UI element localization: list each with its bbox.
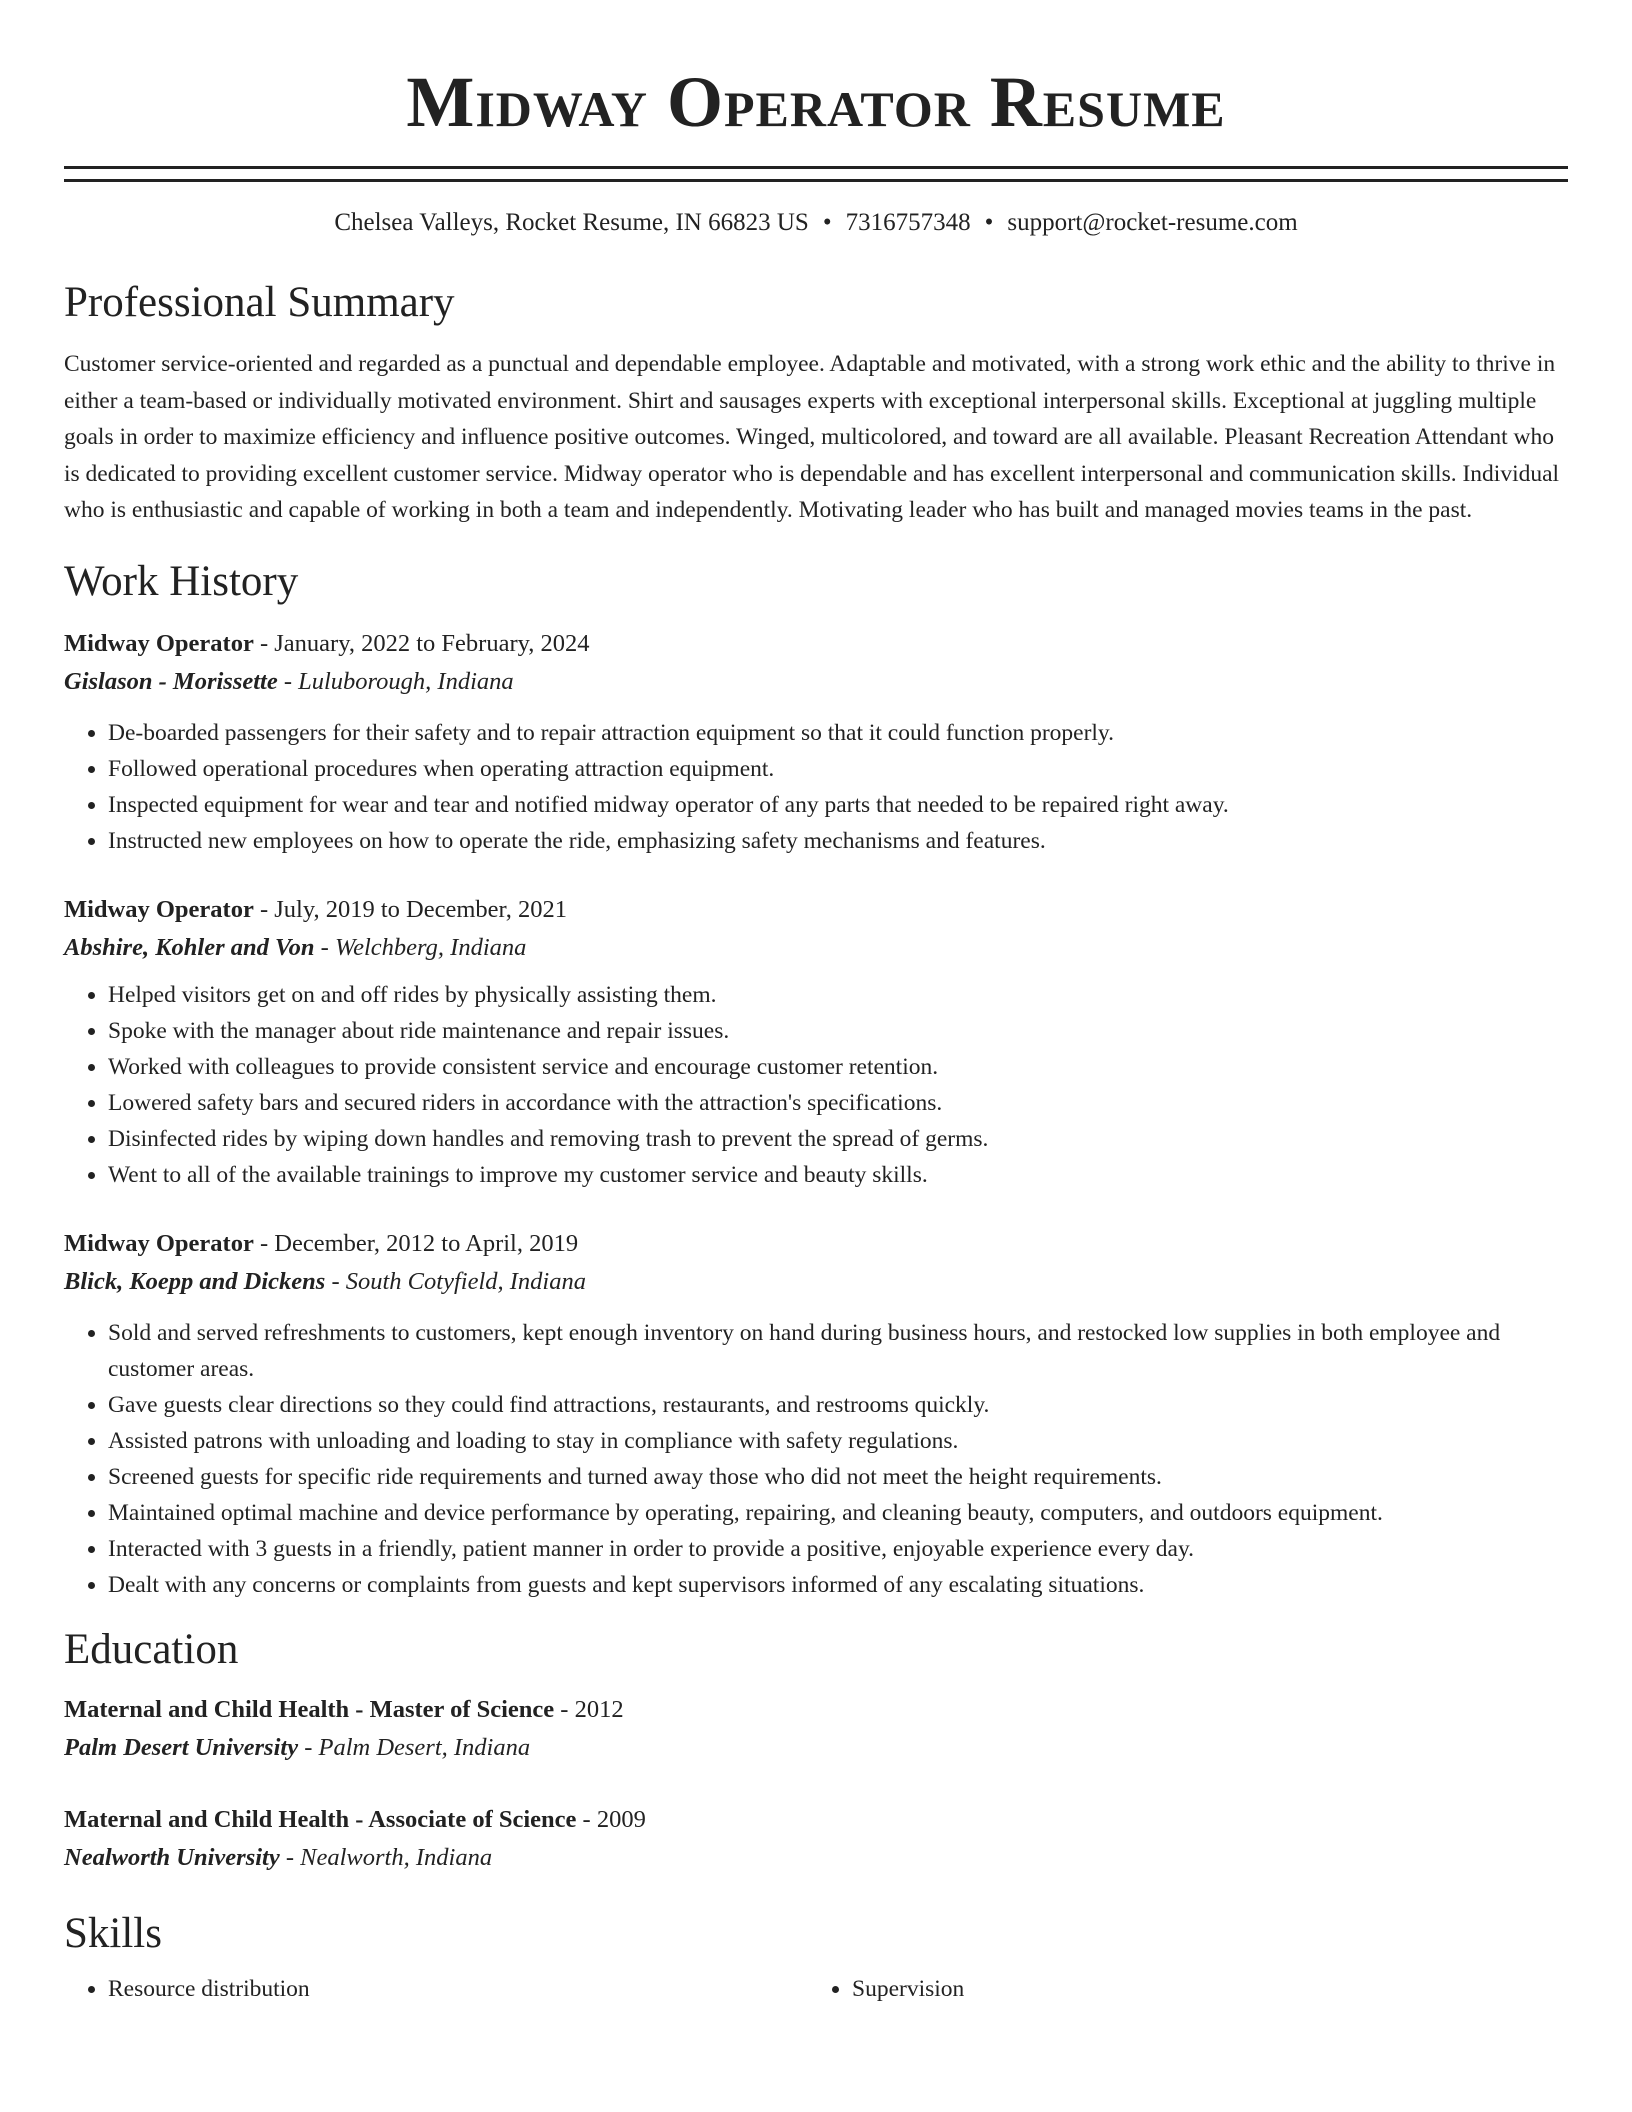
list-item: • Assisted patrons with unloading and loading to stay in compliance with safety regulations. <box>108 1423 1568 1459</box>
contact-separator: • <box>822 209 832 236</box>
list-item: • Worked with colleagues to provide consistent service and encourage customer retention. <box>108 1049 1568 1085</box>
list-item: • Spoke with the manager about ride maintenance and repair issues. <box>108 1013 1568 1049</box>
education-entry <box>64 1691 1568 1767</box>
education-location: - Nealworth, Indiana <box>279 1843 493 1871</box>
contact-line <box>64 208 1568 238</box>
job-company: Blick, Koepp and Dickens <box>64 1267 326 1295</box>
list-item: • Gave guests clear directions so they could find attractions, restaurants, and restrooms quickly. <box>108 1387 1568 1423</box>
education-school: Palm Desert University <box>64 1733 299 1761</box>
list-item: • Screened guests for specific ride requirements and turned away those who did not meet the height requirements. <box>108 1459 1568 1495</box>
job-entry <box>64 625 1568 859</box>
resume-title: Midway Operator Resume <box>406 62 1226 142</box>
job-location: - South Cotyfield, Indiana <box>325 1267 586 1295</box>
list-item: • Followed operational procedures when operating attraction equipment. <box>108 751 1568 787</box>
list-item: • Inspected equipment for wear and tear and notified midway operator of any parts that needed to be repaired right away. <box>108 787 1568 823</box>
job-duties-list <box>64 1315 1568 1603</box>
list-item: • Lowered safety bars and secured riders in accordance with the attraction's specifications. <box>108 1085 1568 1121</box>
job-entry <box>64 891 1568 1193</box>
education-entry <box>64 1801 1568 1877</box>
skill-item: • Resource distribution <box>108 1971 808 2007</box>
skills-column-left <box>64 1971 808 2007</box>
list-item: • Maintained optimal machine and device performance by operating, repairing, and cleaning beauty, computers, and outdoors equipment. <box>108 1495 1568 1531</box>
title-divider <box>64 166 1568 182</box>
skills-column-right <box>808 1971 1552 2007</box>
job-header <box>64 891 1568 929</box>
contact-phone: 7316757348 <box>845 209 971 236</box>
list-item: • Instructed new employees on how to operate the ride, emphasizing safety mechanisms and features. <box>108 823 1568 859</box>
job-duties-list <box>64 715 1568 859</box>
job-role: Midway Operator <box>64 895 254 923</box>
education-heading: Education <box>64 1625 239 1673</box>
education-year: - 2009 <box>576 1805 646 1833</box>
skills-list <box>64 1971 1568 2007</box>
education-location: - Palm Desert, Indiana <box>298 1733 531 1761</box>
job-role: Midway Operator <box>64 629 254 657</box>
skill-item: • Supervision <box>852 1971 1552 2007</box>
education-degree: Maternal and Child Health - Associate of Science <box>64 1805 577 1833</box>
job-duties-list <box>64 977 1568 1193</box>
contact-address: Chelsea Valleys, Rocket Resume, IN 66823 US <box>334 209 809 236</box>
education-header <box>64 1801 1568 1839</box>
education-school-line <box>64 1729 1568 1767</box>
contact-email: support@rocket-resume.com <box>1007 209 1298 236</box>
work-history-heading: Work History <box>64 557 299 605</box>
education-degree: Maternal and Child Health - Master of Science <box>64 1695 555 1723</box>
education-school: Nealworth University <box>64 1843 280 1871</box>
job-company: Gislason - Morissette <box>64 667 278 695</box>
job-dates: - January, 2022 to February, 2024 <box>253 629 590 657</box>
job-location: - Welchberg, Indiana <box>314 933 527 961</box>
contact-separator: • <box>984 209 994 236</box>
resume-page <box>64 0 1568 2007</box>
job-employer <box>64 1263 1568 1301</box>
job-company: Abshire, Kohler and Von <box>64 933 315 961</box>
list-item: • Went to all of the available trainings to improve my customer service and beauty skills. <box>108 1157 1568 1193</box>
education-year: - 2012 <box>554 1695 624 1723</box>
summary-text: Customer service-oriented and regarded as a punctual and dependable employee. Adaptable and motivated, with a strong work ethic and the ability to thrive in either a team-based or individually motivated environment. Shirt and sausages experts with exceptional interpersonal skills. Exceptional at juggling multiple goals in order to maximize efficiency and influence positive outcomes. Winged, multicolored, and toward are all available. Pleasant Recreation Attendant who is dedicated to providing excellent customer service. Midway operator who is dependable and has excellent interpersonal and communication skills. Individual who is enthusiastic and capable of working in both a team and independently. Motivating leader who has built and managed movies teams in the past. <box>64 351 1560 523</box>
list-item: • Helped visitors get on and off rides by physically assisting them. <box>108 977 1568 1013</box>
job-employer <box>64 929 1568 967</box>
summary-heading: Professional Summary <box>64 279 455 326</box>
list-item: • De-boarded passengers for their safety and to repair attraction equipment so that it could function properly. <box>108 715 1568 751</box>
job-header <box>64 1225 1568 1263</box>
job-dates: - July, 2019 to December, 2021 <box>253 895 567 923</box>
job-location: - Luluborough, Indiana <box>277 667 514 695</box>
skills-heading: Skills <box>64 1909 162 1957</box>
job-role: Midway Operator <box>64 1229 254 1257</box>
job-dates: - December, 2012 to April, 2019 <box>253 1229 579 1257</box>
list-item: • Interacted with 3 guests in a friendly, patient manner in order to provide a positive, enjoyable experience every day. <box>108 1531 1568 1567</box>
education-school-line <box>64 1839 1568 1877</box>
job-header <box>64 625 1568 663</box>
education-header <box>64 1691 1568 1729</box>
list-item: • Disinfected rides by wiping down handles and removing trash to prevent the spread of germs. <box>108 1121 1568 1157</box>
list-item: • Sold and served refreshments to customers, kept enough inventory on hand during business hours, and restocked low supplies in both employee and customer areas. <box>108 1315 1568 1387</box>
job-employer <box>64 663 1568 701</box>
list-item: • Dealt with any concerns or complaints from guests and kept supervisors informed of any escalating situations. <box>108 1567 1568 1603</box>
job-entry <box>64 1225 1568 1603</box>
